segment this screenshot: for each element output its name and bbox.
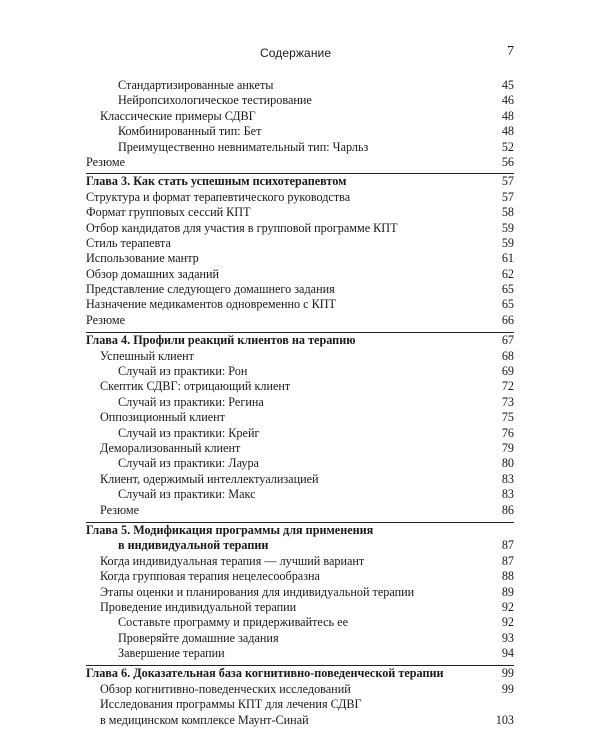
toc-entry-title: Стиль терапевта (86, 235, 171, 250)
toc-entry-title: Глава 6. Доказательная база когнитивно-поведенческой терапии (86, 666, 444, 681)
toc-entry-page: 56 (501, 154, 514, 169)
toc-entry[interactable] (86, 155, 514, 170)
toc-entry[interactable] (86, 569, 514, 584)
toc-entry-page: 48 (501, 108, 514, 123)
toc-entry-page: 57 (501, 174, 514, 189)
toc-entry-page: 86 (501, 502, 514, 517)
toc-entry-page: 52 (501, 139, 514, 154)
toc-entry-title: Случай из практики: Регина (118, 394, 264, 409)
toc-entry[interactable] (86, 487, 514, 502)
toc-entry-title: Классические примеры СДВГ (100, 108, 256, 123)
toc-entry[interactable] (86, 456, 514, 471)
toc-entry[interactable] (86, 124, 514, 139)
toc-entry-title: Резюме (100, 502, 140, 517)
page-header (0, 46, 600, 64)
toc-entry-title: Клиент, одержимый интеллектуализацией (100, 471, 319, 486)
toc-entry[interactable] (86, 600, 514, 615)
toc-entry-page: 46 (501, 93, 514, 108)
toc-entry-title: Стандартизированные анкеты (118, 78, 274, 92)
toc-chapter-heading[interactable] (86, 665, 514, 681)
toc-entry-title: Резюме (86, 154, 126, 169)
toc-entry[interactable] (86, 93, 514, 108)
toc-entry[interactable] (86, 395, 514, 410)
toc-entry-title: Назначение медикаментов одновременно с КПТ (86, 297, 336, 312)
toc-entry-title: Случай из практики: Рон (118, 364, 248, 379)
toc-entry-page: 48 (501, 124, 514, 139)
toc-entry-title: Когда групповая терапия нецелесообразна (100, 569, 320, 584)
toc-entry-page: 89 (501, 584, 514, 599)
toc-entry-page: 99 (501, 681, 514, 696)
toc-entry-page: 76 (501, 425, 514, 440)
toc-entry-page: 83 (501, 471, 514, 486)
toc-entry-page: 87 (501, 553, 514, 568)
table-of-contents (86, 78, 514, 728)
toc-entry[interactable] (86, 441, 514, 456)
toc-entry[interactable] (86, 615, 514, 630)
toc-entry-title: Когда индивидуальная терапия — лучший вариант (100, 553, 365, 568)
toc-entry-title: Глава 4. Профили реакций клиентов на терапию (86, 333, 356, 348)
toc-entry-title: Этапы оценки и планирования для индивидуальной терапии (100, 584, 415, 599)
toc-entry-page: 75 (501, 410, 514, 425)
toc-entry-title: Оппозиционный клиент (100, 410, 225, 425)
toc-entry-title: Представление следующего домашнего задания (86, 282, 335, 297)
toc-entry-page: 80 (501, 456, 514, 471)
toc-entry[interactable] (86, 282, 514, 297)
toc-entry[interactable] (86, 78, 514, 93)
toc-entry-page: 73 (501, 394, 514, 409)
toc-entry-title: Преимущественно невнимательный тип: Чарльз (118, 139, 369, 154)
toc-entry-page: 68 (501, 348, 514, 363)
toc-entry[interactable] (86, 472, 514, 487)
running-header-title: Содержание (260, 46, 332, 60)
toc-entry[interactable] (86, 251, 514, 266)
toc-entry-title: Обзор домашних заданий (86, 266, 220, 281)
toc-entry-page: 61 (501, 251, 514, 266)
toc-entry-title: Комбинированный тип: Бет (118, 124, 262, 139)
toc-entry[interactable] (86, 631, 514, 646)
toc-chapter-heading[interactable] (86, 332, 514, 348)
toc-entry-page: 92 (501, 599, 514, 614)
toc-entry-title: Глава 5. Модификация программы для применения (86, 522, 374, 537)
toc-entry[interactable] (86, 379, 514, 394)
toc-entry-title: Скептик СДВГ: отрицающий клиент (100, 379, 291, 394)
toc-entry-page: 88 (501, 569, 514, 584)
toc-entry[interactable] (86, 349, 514, 364)
toc-entry[interactable] (86, 426, 514, 441)
toc-entry[interactable] (86, 682, 514, 697)
toc-entry-page: 59 (501, 235, 514, 250)
toc-entry-title: Резюме (86, 312, 126, 327)
toc-entry-title: Нейропсихологическое тестирование (118, 93, 312, 108)
toc-entry-title: Глава 3. Как стать успешным психотерапевтом (86, 174, 347, 189)
toc-entry-title: Проверяйте домашние задания (118, 630, 279, 645)
toc-entry-title: Обзор когнитивно-поведенческих исследований (100, 681, 351, 696)
toc-entry-title: Использование мантр (86, 251, 199, 266)
toc-entry-page: 65 (501, 297, 514, 312)
toc-entry-page: 92 (501, 615, 514, 630)
toc-entry-title: Структура и формат терапевтического руководства (86, 189, 351, 204)
toc-entry-title: Проведение индивидуальной терапии (100, 599, 297, 614)
toc-entry-page: 62 (501, 266, 514, 281)
toc-entry-page: 58 (501, 205, 514, 220)
toc-entry-page: 65 (501, 282, 514, 297)
toc-entry-title: Деморализованный клиент (100, 440, 241, 455)
toc-chapter-heading-continued[interactable] (86, 538, 514, 553)
toc-entry-title: Случай из практики: Лаура (118, 456, 259, 471)
toc-entry[interactable] (86, 646, 514, 661)
toc-entry-title: Исследования программы КПТ для лечения СДВГ (100, 697, 362, 712)
toc-entry[interactable] (86, 554, 514, 569)
toc-entry[interactable] (86, 190, 514, 205)
toc-entry[interactable] (86, 221, 514, 236)
toc-chapter-heading[interactable] (86, 522, 514, 538)
toc-entry-page: 93 (501, 630, 514, 645)
toc-entry-page: 69 (501, 364, 514, 379)
toc-entry[interactable] (86, 297, 514, 312)
toc-entry[interactable] (86, 713, 514, 728)
toc-entry[interactable] (86, 313, 514, 328)
toc-entry-page: 103 (495, 712, 514, 727)
toc-entry-page: 59 (501, 220, 514, 235)
toc-entry-title: в индивидуальной терапии (118, 538, 269, 553)
toc-entry[interactable] (86, 585, 514, 600)
toc-entry-title: Отбор кандидатов для участия в групповой программе КПТ (86, 220, 398, 235)
toc-entry[interactable] (86, 109, 514, 124)
toc-entry-title: Составьте программу и придерживайтесь ее (118, 615, 348, 630)
page-number: 7 (507, 44, 514, 59)
toc-chapter-heading[interactable] (86, 173, 514, 189)
toc-entry-page: 67 (501, 333, 514, 348)
toc-entry[interactable] (86, 697, 514, 712)
toc-entry-page: 45 (501, 78, 514, 92)
toc-entry[interactable] (86, 503, 514, 518)
toc-entry-title: Успешный клиент (100, 348, 194, 363)
toc-entry-title: Формат групповых сессий КПТ (86, 205, 251, 220)
toc-entry-page: 66 (501, 312, 514, 327)
toc-entry-page: 83 (501, 487, 514, 502)
toc-entry[interactable] (86, 410, 514, 425)
toc-entry-title: Случай из практики: Крейг (118, 425, 260, 440)
toc-entry-page: 79 (501, 440, 514, 455)
toc-entry[interactable] (86, 267, 514, 282)
toc-entry-page: 57 (501, 189, 514, 204)
toc-entry[interactable] (86, 236, 514, 251)
toc-entry-page: 94 (501, 646, 514, 661)
toc-entry[interactable] (86, 364, 514, 379)
toc-entry-page: 72 (501, 379, 514, 394)
toc-entry-title: в медицинском комплексе Маунт-Синай (100, 712, 309, 727)
toc-entry-title: Завершение терапии (118, 646, 225, 661)
toc-entry-title: Случай из практики: Макс (118, 487, 256, 502)
toc-entry-page: 99 (501, 666, 514, 681)
toc-entry[interactable] (86, 205, 514, 220)
toc-entry-page: 87 (501, 538, 514, 553)
toc-entry[interactable] (86, 140, 514, 155)
